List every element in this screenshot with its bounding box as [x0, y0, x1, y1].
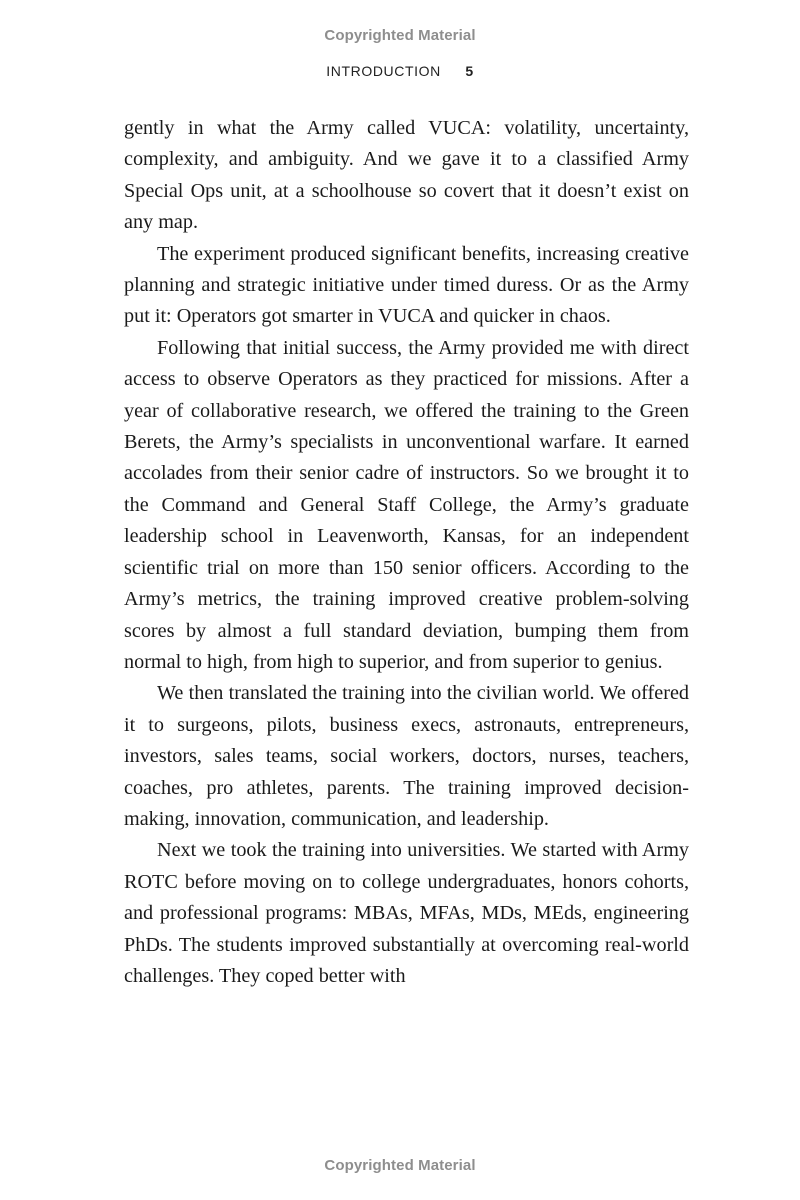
section-title: INTRODUCTION	[326, 63, 441, 79]
paragraph-2: The experiment produced significant benefits, increasing creative planning and strategic initiative under timed duress. Or as the Army put it: Operators got smarter in VUCA and quicker in chaos.	[124, 242, 689, 328]
paragraph-4: We then translated the training into the civilian world. We offered it to surgeons, pilots, business execs, astronauts, entrepreneurs, investors, sales teams, social workers, doctors, nurses, teachers, coaches, pro athletes, parents. The training improved decision-making, innovation, communication, and leadership.	[124, 682, 689, 830]
paragraph-1: gently in what the Army called VUCA: volatility, uncertainty, complexity, and ambiguity. And we gave it to a classified Army Special Ops unit, at a schoolhouse so covert that it doesn’t exist on any map.	[124, 117, 689, 234]
page-number: 5	[465, 63, 474, 79]
watermark-bottom: Copyrighted Material	[324, 1157, 476, 1174]
running-head	[0, 63, 800, 79]
paragraph-3: Following that initial success, the Army provided me with direct access to observe Operators as they practiced for missions. After a year of collaborative research, we offered the training to the Green Berets, the Army’s specialists in unconventional warfare. It earned accolades from their senior cadre of instructors. So we brought it to the Command and General Staff College, the Army’s graduate leadership school in Leavenworth, Kansas, for an independent scientific trial on more than 150 senior officers. According to the Army’s metrics, the training improved creative problem-solving scores by almost a full standard deviation, bumping them from normal to high, from high to superior, and from superior to genius.	[124, 336, 689, 673]
watermark-top: Copyrighted Material	[324, 27, 476, 44]
body-text	[124, 113, 689, 992]
paragraph-5: Next we took the training into universities. We started with Army ROTC before moving on to college undergraduates, honors cohorts, and professional programs: MBAs, MFAs, MDs, MEds, engineering PhDs. The students improved substantially at overcoming real-world challenges. They coped better with	[124, 839, 689, 987]
